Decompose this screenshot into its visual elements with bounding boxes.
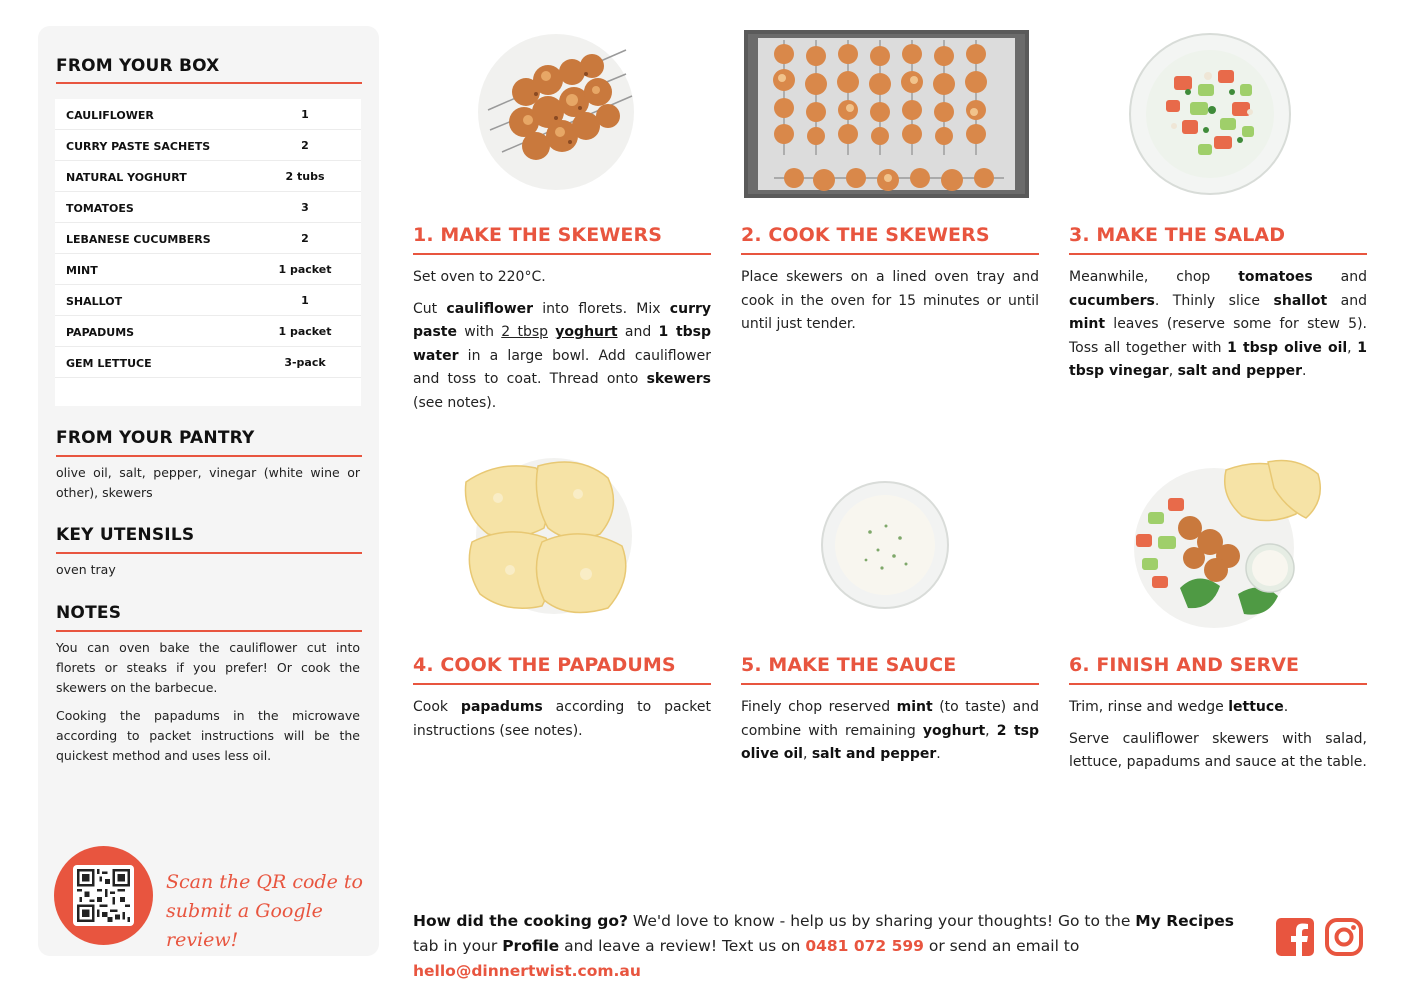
plated-meal-photo — [1128, 458, 1326, 630]
text-segment: Cut — [413, 300, 447, 317]
step-rule — [741, 683, 1039, 685]
ingredient-highlight: 1 tbsp vinegar — [1069, 339, 1367, 379]
ingredient-highlight: cauliflower — [446, 300, 534, 317]
table-row — [55, 99, 361, 130]
ingredient-qty: 2 — [301, 139, 309, 152]
text-segment: and — [617, 324, 659, 340]
ingredient-highlight: tomatoes — [1238, 269, 1313, 285]
table-row — [55, 161, 361, 192]
ingredient-name: CAULIFLOWER — [66, 109, 154, 122]
text-segment: . — [936, 746, 941, 762]
ingredient-highlight: 2 tsp olive oil — [741, 722, 1039, 762]
step-rule — [741, 253, 1039, 255]
heading-rule — [56, 82, 362, 84]
ingredient-highlight: skewers — [646, 371, 711, 387]
table-row — [55, 347, 361, 378]
qr-code-icon[interactable] — [73, 865, 134, 926]
table-row — [55, 192, 361, 223]
step-5-title: 5. MAKE THE SAUCE — [741, 654, 957, 676]
facebook-icon[interactable] — [1276, 918, 1314, 956]
ingredient-highlight: salt and pepper — [1177, 363, 1303, 379]
step-rule — [413, 683, 711, 685]
ingredient-qty: 3 — [301, 201, 309, 214]
step-5-body — [741, 696, 1039, 775]
step-6-body — [1069, 696, 1367, 783]
ingredient-name: SHALLOT — [66, 295, 123, 308]
ingredient-name: LEBANESE CUCUMBERS — [66, 233, 211, 246]
qr-caption-line: submit a Google review! — [166, 900, 323, 951]
table-row — [55, 223, 361, 254]
step-1-text — [413, 298, 711, 416]
heading-rule — [56, 455, 362, 457]
email-link[interactable]: hello@dinnertwist.com.au — [413, 962, 641, 980]
table-row — [55, 130, 361, 161]
ingredient-qty: 1 — [301, 294, 309, 307]
instagram-icon[interactable] — [1325, 918, 1363, 956]
ingredient-highlight: mint — [896, 699, 933, 715]
step-4-text — [413, 696, 711, 743]
qr-caption-line: Scan the QR code to — [166, 871, 363, 893]
ingredients-table — [55, 99, 361, 406]
text-segment: Finely chop reserved — [741, 699, 897, 715]
ingredient-highlight: lettuce — [1228, 699, 1284, 715]
ingredient-highlight: 1 tbsp water — [413, 324, 712, 364]
ingredient-highlight: mint — [1069, 316, 1106, 332]
step-3-title: 3. MAKE THE SALAD — [1069, 224, 1286, 246]
text-segment: Cook — [413, 699, 461, 715]
text-segment: with — [457, 324, 502, 340]
ingredient-qty: 1 — [301, 108, 309, 121]
text-segment: 2 tbsp — [501, 324, 549, 340]
step-6-text — [1069, 696, 1367, 720]
notes-heading: NOTES — [56, 603, 122, 623]
ingredient-name: PAPADUMS — [66, 326, 135, 339]
text-segment: , — [802, 746, 812, 762]
step-4-title: 4. COOK THE PAPADUMS — [413, 654, 676, 676]
text-segment: and — [1312, 269, 1368, 285]
ingredient-highlight: 1 tbsp olive oil — [1227, 339, 1348, 356]
step-1-title: 1. MAKE THE SKEWERS — [413, 224, 662, 246]
ingredient-qty: 1 packet — [278, 325, 332, 338]
step-4-body — [413, 696, 711, 751]
footer-text: or send an email to — [923, 937, 1080, 955]
text-segment: , — [1347, 339, 1358, 356]
text-segment: . — [1302, 363, 1307, 379]
ingredient-qty: 2 — [301, 232, 309, 245]
text-segment: (to taste) and combine with remaining — [741, 699, 1039, 739]
ingredient-qty: 2 tubs — [285, 170, 325, 183]
ingredient-name: NATURAL YOGHURT — [66, 171, 187, 184]
text-segment: into florets. Mix — [533, 300, 670, 317]
step-6-title: 6. FINISH AND SERVE — [1069, 654, 1300, 676]
review-footer — [413, 909, 1263, 984]
ingredient-name: GEM LETTUCE — [66, 357, 152, 370]
tray-skewers-photo — [744, 30, 1029, 198]
table-row — [55, 316, 361, 347]
text-segment: Trim, rinse and wedge — [1069, 699, 1229, 715]
ingredient-highlight: papadums — [460, 699, 543, 715]
utensils-text: oven tray — [56, 562, 116, 577]
step-5-text — [741, 696, 1039, 767]
step-6-text: Serve cauliflower skewers with salad, lettuce, papadums and sauce at the table. — [1069, 730, 1367, 770]
step-1-body — [413, 266, 711, 423]
step-3-text — [1069, 266, 1367, 384]
heading-rule — [56, 552, 362, 554]
from-box-heading: FROM YOUR BOX — [56, 56, 220, 76]
ingredient-name: MINT — [66, 264, 98, 277]
text-segment: , — [985, 722, 997, 739]
qr-badge[interactable] — [54, 846, 153, 945]
utensils-heading: KEY UTENSILS — [56, 525, 195, 545]
ingredient-highlight: salt and pepper — [811, 746, 937, 762]
sidebar — [38, 26, 379, 956]
salad-bowl-photo — [1128, 32, 1292, 196]
yoghurt-sauce-photo — [820, 480, 950, 610]
table-row — [55, 285, 361, 316]
text-segment: according to packet instructions (see notes). — [413, 699, 711, 739]
ingredient-highlight: shallot — [1273, 292, 1328, 309]
text-segment: leaves (reserve some for stew 5). Toss all together with — [1069, 316, 1367, 356]
table-row — [55, 254, 361, 285]
notes-text-1: You can oven bake the cauliflower cut into florets or steaks if you prefer! Or cook the skewers on the barbecue. — [56, 640, 360, 695]
footer-text: We'd love to know - help us by sharing your thoughts! Go to the — [627, 912, 1136, 930]
footer-text: and leave a review! Text us on — [559, 937, 806, 955]
step-2-body — [741, 266, 1039, 345]
ingredient-highlight: yoghurt — [555, 324, 618, 340]
ingredient-highlight: yoghurt — [922, 722, 986, 739]
step-3-body — [1069, 266, 1367, 392]
qr-caption — [166, 868, 366, 955]
step-rule — [1069, 683, 1367, 685]
text-segment: in a large bowl. Add cauliflower and toss to coat. Thread onto — [413, 347, 711, 387]
pantry-text: olive oil, salt, pepper, vinegar (white wine or other), skewers — [56, 465, 360, 500]
ingredient-qty: 1 packet — [278, 263, 332, 276]
papadums-photo — [458, 458, 638, 618]
text-segment: . Thinly slice — [1154, 292, 1274, 309]
ingredient-name: CURRY PASTE SACHETS — [66, 140, 211, 153]
footer-my-recipes: My Recipes — [1135, 912, 1234, 930]
footer-text: tab in your — [413, 937, 503, 955]
ingredient-highlight: cucumbers — [1069, 292, 1155, 309]
step-rule — [1069, 253, 1367, 255]
step-2-title: 2. COOK THE SKEWERS — [741, 224, 990, 246]
text-segment: . — [1283, 699, 1289, 715]
cauliflower-skewers-photo — [476, 32, 636, 192]
step-2-text: Place skewers on a lined oven tray and cook in the oven for 15 minutes or until until just tender. — [741, 269, 1039, 332]
footer-question: How did the cooking go? — [413, 912, 628, 930]
notes-text-2: Cooking the papadums in the microwave according to packet instructions will be the quickest method and uses less oil. — [56, 708, 360, 763]
step-rule — [413, 253, 711, 255]
phone-link[interactable]: 0481 072 599 — [805, 937, 924, 955]
pantry-heading: FROM YOUR PANTRY — [56, 428, 255, 448]
step-1-text: Set oven to 220°C. — [413, 269, 546, 285]
heading-rule — [56, 630, 362, 632]
text-segment: Meanwhile, chop — [1069, 269, 1239, 285]
footer-profile: Profile — [502, 937, 560, 955]
ingredient-name: TOMATOES — [66, 202, 134, 215]
ingredient-highlight: curry paste — [413, 300, 711, 340]
text-segment: and — [1327, 292, 1367, 309]
text-segment: , — [1168, 363, 1178, 379]
text-segment: (see notes). — [413, 394, 497, 411]
ingredient-qty: 3-pack — [284, 356, 326, 369]
